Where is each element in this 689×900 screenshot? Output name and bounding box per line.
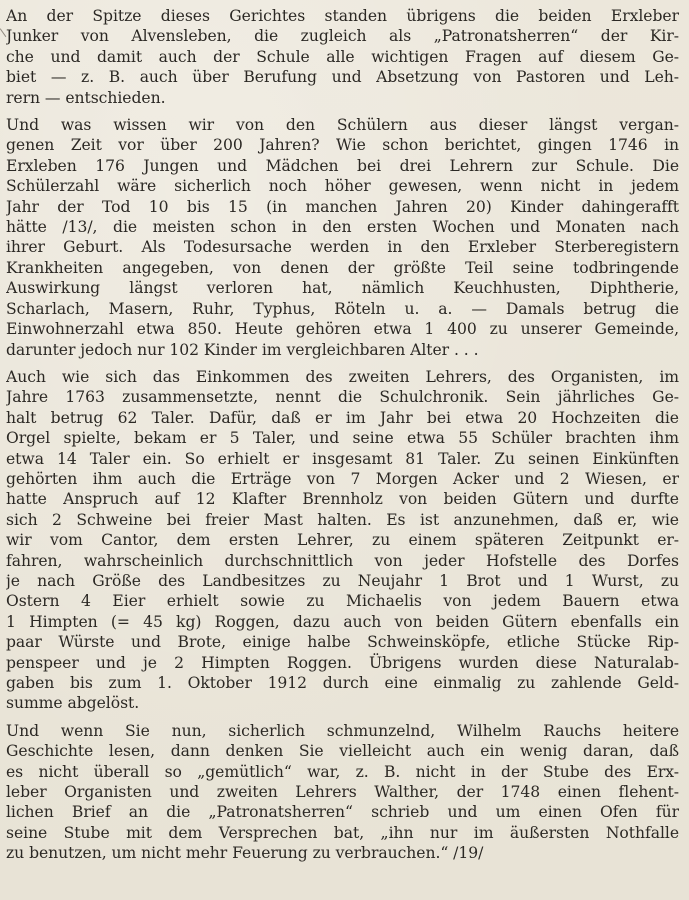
document-body bbox=[6, 6, 679, 864]
text-line: summe abgelöst. bbox=[6, 694, 140, 713]
text-line: Auswirkung längst verloren hat, nämlich Keuchhusten, Diphtherie, bbox=[6, 279, 679, 298]
text-line: gehörten ihm auch die Erträge von 7 Morgen Acker und 2 Wiesen, er bbox=[6, 469, 679, 488]
text-line: lichen Brief an die „Patronatsherren“ schrieb und um einen Ofen für bbox=[6, 803, 679, 822]
text-line: ihrer Geburt. Als Todesursache werden in den Erxleber Sterberegistern bbox=[6, 238, 679, 257]
text-line: Und was wissen wir von den Schülern aus dieser längst vergan- bbox=[6, 116, 679, 135]
text-line: Scharlach, Masern, Ruhr, Typhus, Röteln u. a. — Damals betrug die bbox=[6, 299, 679, 318]
text-line: Und wenn Sie nun, sicherlich schmunzelnd, Wilhelm Rauchs heitere bbox=[6, 721, 679, 740]
text-line: hatte Anspruch auf 12 Klafter Brennholz von beiden Gütern und durfte bbox=[6, 490, 679, 509]
text-line: halt betrug 62 Taler. Dafür, daß er im Jahr bei etwa 20 Hochzeiten die bbox=[6, 408, 679, 427]
text-line: seine Stube mit dem Versprechen bat, „ihn nur im äußersten Nothfalle bbox=[6, 823, 679, 842]
paragraph-1 bbox=[6, 6, 679, 108]
text-line: zu benutzen, um nicht mehr Feuerung zu verbrauchen.“ /19/ bbox=[6, 844, 484, 863]
text-line: Auch wie sich das Einkommen des zweiten Lehrers, des Organisten, im bbox=[6, 367, 679, 386]
text-line: Orgel spielte, bekam er 5 Taler, und seine etwa 55 Schüler brachten ihm bbox=[6, 429, 679, 448]
text-line: Krankheiten angegeben, von denen der größte Teil seine todbringende bbox=[6, 258, 679, 277]
text-line: paar Würste und Brote, einige halbe Schweinsköpfe, etliche Stücke Rip- bbox=[6, 633, 679, 652]
text-line: Jahre 1763 zusammensetzte, nennt die Schulchronik. Sein jährliches Ge- bbox=[6, 388, 679, 407]
text-line: Ostern 4 Eier erhielt sowie zu Michaelis von jedem Bauern etwa bbox=[6, 592, 679, 611]
text-line: fahren, wahrscheinlich durchschnittlich von jeder Hofstelle des Dorfes bbox=[6, 551, 679, 570]
text-line: darunter jedoch nur 102 Kinder im vergleichbaren Alter . . . bbox=[6, 340, 479, 359]
paragraph-3 bbox=[6, 367, 679, 714]
text-line: che und damit auch der Schule alle wichtigen Fragen auf diesem Ge- bbox=[6, 47, 679, 66]
text-line: An der Spitze dieses Gerichtes standen übrigens die beiden Erxleber bbox=[6, 7, 679, 25]
text-line: Jahr der Tod 10 bis 15 (in manchen Jahren 20) Kinder dahingerafft bbox=[6, 197, 679, 216]
text-line: je nach Größe des Landbesitzes zu Neujahr 1 Brot und 1 Wurst, zu bbox=[6, 571, 679, 590]
text-line: rern — entschieden. bbox=[6, 88, 166, 107]
paragraph-2 bbox=[6, 115, 679, 360]
paragraph-4 bbox=[6, 721, 679, 864]
text-line: es nicht überall so „gemütlich“ war, z. B. nicht in der Stube des Erx- bbox=[6, 762, 679, 781]
text-line: genen Zeit vor über 200 Jahren? Wie schon berichtet, gingen 1746 in bbox=[6, 136, 679, 155]
text-line: sich 2 Schweine bei freier Mast halten. Es ist anzunehmen, daß er, wie bbox=[6, 510, 679, 529]
text-line: Erxleben 176 Jungen und Mädchen bei drei Lehrern zur Schule. Die bbox=[6, 156, 679, 175]
text-line: Schülerzahl wäre sicherlich noch höher gewesen, wenn nicht in jedem bbox=[6, 177, 679, 196]
text-line: gaben bis zum 1. Oktober 1912 durch eine einmalig zu zahlende Geld- bbox=[6, 674, 679, 692]
text-line: Geschichte lesen, dann denken Sie vielleicht auch ein wenig daran, daß bbox=[6, 742, 679, 761]
text-line: 1 Himpten (= 45 kg) Roggen, dazu auch von beiden Gütern ebenfalls ein bbox=[6, 612, 679, 631]
text-line: biet — z. B. auch über Berufung und Absetzung von Pastoren und Leh- bbox=[6, 68, 679, 87]
text-line: wir vom Cantor, dem ersten Lehrer, zu einem späteren Zeitpunkt er- bbox=[6, 531, 679, 550]
text-line: hätte /13/, die meisten schon in den ersten Wochen und Monaten nach bbox=[6, 218, 679, 237]
text-line: Einwohnerzahl etwa 850. Heute gehören etwa 1 400 zu unserer Gemeinde, bbox=[6, 320, 679, 339]
text-line: etwa 14 Taler ein. So erhielt er insgesamt 81 Taler. Zu seinen Einkünften bbox=[6, 449, 679, 468]
text-line: Junker von Alvensleben, die zugleich als „Patronatsherren“ der Kir- bbox=[6, 27, 679, 46]
text-line: penspeer und je 2 Himpten Roggen. Übrigens wurden diese Naturalab- bbox=[6, 653, 679, 672]
text-line: leber Organisten und zweiten Lehrers Walther, der 1748 einen flehent- bbox=[6, 783, 679, 802]
